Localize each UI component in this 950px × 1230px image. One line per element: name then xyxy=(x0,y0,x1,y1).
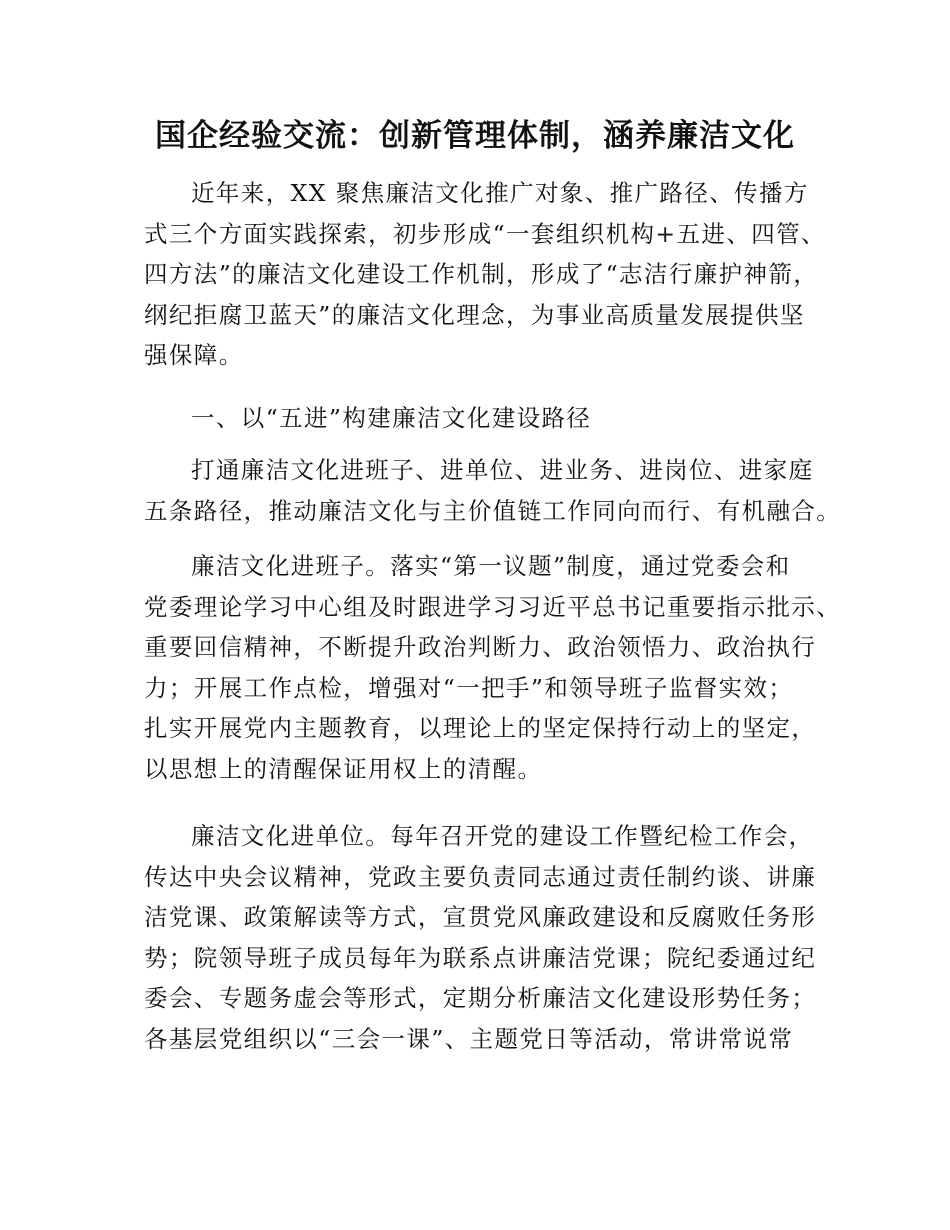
paragraph-line: 各基层党组织以“三会一课”、主题党日等活动，常讲常说常 xyxy=(144,1024,794,1053)
paragraph-line: 四方法”的廉洁文化建设工作机制，形成了“志洁行廉护神箭， xyxy=(144,260,819,288)
paragraph-line: 力；开展工作点检，增强对“一把手”和领导班子监督实效； xyxy=(144,673,794,702)
paragraph-line: 廉洁文化进单位。每年召开党的建设工作暨纪检工作会， xyxy=(191,822,814,850)
paragraph-line: 强保障。 xyxy=(144,341,244,369)
paragraph-five-paths xyxy=(144,450,842,531)
paragraph-line: 近年来，XX 聚焦廉洁文化推广对象、推广路径、传播方 xyxy=(191,179,809,207)
paragraph-line: 五条路径，推动廉洁文化与主价值链工作同向而行、有机融合。 xyxy=(144,496,842,525)
paragraph-line: 廉洁文化进班子。落实“第一议题”制度，通过党委会和 xyxy=(191,552,791,580)
paragraph-line: 传达中央会议精神，党政主要负责同志通过责任制约谈、讲廉 xyxy=(144,862,817,891)
paragraph-line: 党委理论学习中心组及时跟进学习习近平总书记重要指示批示、 xyxy=(144,592,842,621)
paragraph-leadership xyxy=(144,546,842,789)
paragraph-line: 洁党课、政策解读等方式，宣贯党风廉政建设和反腐败任务形 xyxy=(144,903,817,931)
paragraph-line: 以思想上的清醒保证用权上的清醒。 xyxy=(144,754,543,783)
paragraph-line: 委会、专题务虚会等形式，定期分析廉洁文化建设形势任务； xyxy=(144,984,817,1012)
paragraph-line: 扎实开展党内主题教育，以理论上的坚定保持行动上的坚定， xyxy=(144,714,817,742)
paragraph-line: 式三个方面实践探索，初步形成“一套组织机构+五进、四管、 xyxy=(144,219,826,248)
document-title: 国企经验交流：创新管理体制，涵养廉洁文化 xyxy=(155,118,795,154)
section-heading-text: 一、以“五进”构建廉洁文化建设路径 xyxy=(191,404,592,432)
paragraph-units xyxy=(144,816,834,1059)
paragraph-intro xyxy=(144,173,834,376)
paragraph-line: 打通廉洁文化进班子、进单位、进业务、进岗位、进家庭 xyxy=(191,456,814,484)
paragraph-line: 纲纪拒腐卫蓝天”的廉洁文化理念，为事业高质量发展提供坚 xyxy=(144,300,805,329)
paragraph-line: 势；院领导班子成员每年为联系点讲廉洁党课；院纪委通过纪 xyxy=(144,943,817,972)
paragraph-line: 重要回信精神，不断提升政治判断力、政治领悟力、政治执行 xyxy=(144,633,817,661)
section-heading xyxy=(144,398,834,439)
